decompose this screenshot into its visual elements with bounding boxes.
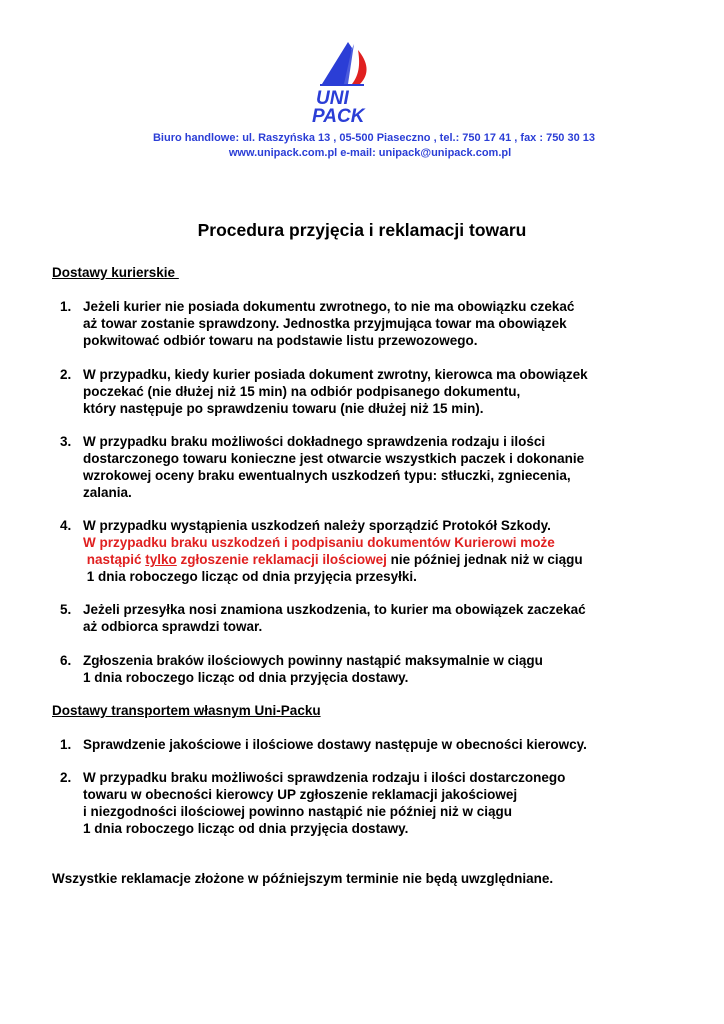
page-title: Procedura przyjęcia i reklamacji towaru <box>197 220 527 240</box>
item-number: 2. <box>60 367 72 382</box>
list-item <box>60 769 660 837</box>
item-text-line: Zgłoszenia braków ilościowych powinny nastąpić maksymalnie w ciągu <box>83 653 543 668</box>
highlight-underlined-text: tylko <box>145 552 177 567</box>
list-item <box>60 652 660 686</box>
item-number: 4. <box>60 518 72 533</box>
logo-text-bottom: PACK <box>312 106 365 124</box>
header-web-email: www.unipack.com.pl e-mail: unipack@unipack.com.pl <box>228 147 512 159</box>
highlight-text: zgłoszenie reklamacji ilościowej <box>176 552 387 567</box>
section-heading-own-transport: Dostawy transportem własnym Uni-Packu <box>52 703 321 718</box>
footer-note: Wszystkie reklamacje złożone w późniejszym terminie nie będą uwzględniane. <box>52 871 554 886</box>
list-item <box>60 366 660 417</box>
list-item <box>60 601 660 635</box>
item-number: 1. <box>60 299 72 314</box>
item-text-line: aż odbiorca sprawdzi towar. <box>83 619 263 634</box>
header-address: Biuro handlowe: ul. Raszyńska 13 , 05-500 Piaseczno , tel.: 750 17 41 , fax : 750 30 13 <box>152 132 596 144</box>
item-text-line: W przypadku, kiedy kurier posiada dokument zwrotny, kierowca ma obowiązek <box>83 367 588 382</box>
item-text-line-mixed <box>60 551 660 568</box>
item-text-line: aż towar zostanie sprawdzony. Jednostka przyjmująca towar ma obowiązek <box>83 316 567 331</box>
item-number: 3. <box>60 434 72 449</box>
item-text-line: poczekać (nie dłużej niż 15 min) na odbiór podpisanego dokumentu, <box>83 384 521 399</box>
item-text-line: towaru w obecności kierowcy UP zgłoszenie reklamacji jakościowej <box>83 787 518 802</box>
list-item <box>60 517 660 585</box>
item-text-line: W przypadku braku możliwości sprawdzenia rodzaju i ilości dostarczonego <box>83 770 566 785</box>
item-number: 2. <box>60 770 72 785</box>
item-text-line: i niezgodności ilościowej powinno nastąpić nie później niż w ciągu <box>83 804 513 819</box>
item-text-line: Jeżeli przesyłka nosi znamiona uszkodzenia, to kurier ma obowiązek zaczekać <box>83 602 586 617</box>
item-text-line: dostarczonego towaru konieczne jest otwarcie wszystkich paczek i dokonanie <box>83 451 585 466</box>
item-text-line: W przypadku braku możliwości dokładnego sprawdzenia rodzaju i ilości <box>83 434 546 449</box>
highlight-text: nastąpić <box>83 552 146 567</box>
item-text-line: wzrokowej oceny braku ewentualnych uszkodzeń typu: stłuczki, zgniecenia, <box>83 468 571 483</box>
item-text-line: który następuje po sprawdzeniu towaru (nie dłużej niż 15 min). <box>83 401 484 416</box>
item-text-line: W przypadku wystąpienia uszkodzeń należy sporządzić Protokół Szkody. <box>83 518 551 533</box>
list-item <box>60 298 660 349</box>
list-item <box>60 736 660 753</box>
item-text-line: 1 dnia roboczego licząc od dnia przyjęcia dostawy. <box>83 670 409 685</box>
item-number: 5. <box>60 602 72 617</box>
item-text-line: Sprawdzenie jakościowe i ilościowe dostawy następuje w obecności kierowcy. <box>83 737 587 752</box>
plain-text: nie później jednak niż w ciągu <box>386 552 583 567</box>
item-number: 1. <box>60 737 72 752</box>
unipack-logo <box>308 40 398 124</box>
item-text-line: zalania. <box>83 485 132 500</box>
item-text-line: 1 dnia roboczego licząc od dnia przyjęcia dostawy. <box>83 821 409 836</box>
item-text-line: pokwitować odbiór towaru na podstawie listu przewozowego. <box>83 333 478 348</box>
item-text-line: 1 dnia roboczego licząc od dnia przyjęcia przesyłki. <box>83 569 417 584</box>
item-number: 6. <box>60 653 72 668</box>
sail-logo-icon <box>308 40 398 124</box>
item-text-line-highlight: W przypadku braku uszkodzeń i podpisaniu dokumentów Kurierowi może <box>83 535 555 550</box>
item-text-line: Jeżeli kurier nie posiada dokumentu zwrotnego, to nie ma obowiązku czekać <box>83 299 575 314</box>
section-heading-courier: Dostawy kurierskie <box>52 265 179 280</box>
list-item <box>60 433 660 501</box>
logo-text-top: UNI <box>316 88 349 109</box>
